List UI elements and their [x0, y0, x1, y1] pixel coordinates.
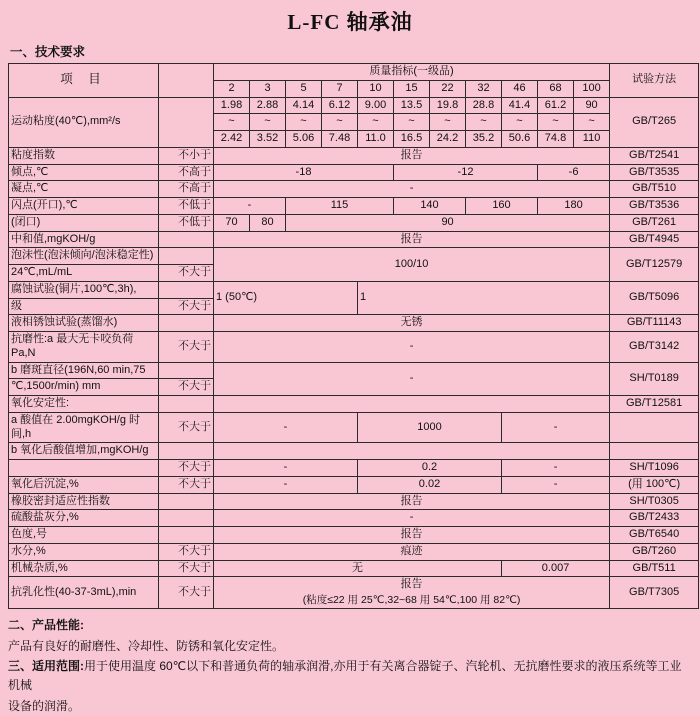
cell-oxidation-a-right: -: [502, 412, 610, 443]
table-row: [9, 543, 699, 560]
cell-visc-top-46: 41.4: [502, 97, 538, 114]
cell-visc-bot-46: 50.6: [502, 131, 538, 148]
table-row: [9, 181, 699, 198]
row-name-demulsibility: 抗乳化性(40-37-3mL),min: [9, 577, 159, 609]
table-row: [9, 198, 699, 215]
table-row: [9, 493, 699, 510]
table-header-row: [9, 64, 699, 81]
cell-corrosion-mid: 1: [358, 281, 610, 315]
section-range-line: [8, 656, 692, 695]
grade-5: 5: [286, 80, 322, 97]
grade-46: 46: [502, 80, 538, 97]
row-name-oxidation-b-value: [9, 460, 159, 477]
row-name-corrosion: 腐蚀试验(铜片,100℃,3h),: [9, 281, 159, 298]
method-pour-point: GB/T3535: [610, 164, 699, 181]
grade-3: 3: [250, 80, 286, 97]
cell-visc-top-7: 6.12: [322, 97, 358, 114]
grade-2: 2: [214, 80, 250, 97]
row-name-wear-b: b 磨斑直径(196N,60 min,75: [9, 362, 159, 379]
method-rubber-seal: SH/T0305: [610, 493, 699, 510]
cell-visc-top-100: 90: [574, 97, 610, 114]
row-limit-water: 不大于: [159, 543, 214, 560]
method-corrosion: GB/T5096: [610, 281, 699, 315]
method-oxidation-b-blank: [610, 443, 699, 460]
row-limit-oxidation-a: 不大于: [159, 412, 214, 443]
table-row: [9, 443, 699, 460]
table-row: [9, 97, 699, 114]
method-viscosity: GB/T265: [610, 97, 699, 147]
table-row: [9, 412, 699, 443]
cell-rust-value: 无锈: [214, 315, 610, 332]
cell-flash-closed-1: 70: [214, 214, 250, 231]
grade-22: 22: [430, 80, 466, 97]
method-solid-point: GB/T510: [610, 181, 699, 198]
cell-visc-tilde-5: ~: [286, 114, 322, 131]
cell-solid-point-value: -: [214, 181, 610, 198]
method-color: GB/T6540: [610, 527, 699, 544]
cell-pour-point-1: -18: [214, 164, 394, 181]
cell-visc-bot-68: 74.8: [538, 131, 574, 148]
table-row: [9, 164, 699, 181]
table-row: [9, 315, 699, 332]
cell-flash-closed-3: 90: [286, 214, 610, 231]
row-limit-oxidation-b-value: 不大于: [159, 460, 214, 477]
row-name-corrosion-2: 级: [9, 298, 159, 315]
section-text-performance: 产品有良好的耐磨性、冷却性、防锈和氧化安定性。: [8, 636, 692, 657]
cell-visc-bot-100: 110: [574, 131, 610, 148]
cell-wear-b-value: -: [214, 362, 610, 396]
table-row: [9, 396, 699, 413]
cell-sediment-left: -: [214, 476, 358, 493]
cell-visc-tilde-100: ~: [574, 114, 610, 131]
row-name-water: 水分,%: [9, 543, 159, 560]
row-limit-wear-a: 不大于: [159, 332, 214, 363]
row-name-rubber-seal: 橡胶密封适应性指数: [9, 493, 159, 510]
cell-mech-impurity-right: 0.007: [502, 560, 610, 577]
row-limit-rust: [159, 315, 214, 332]
row-limit-foam: 不大于: [159, 265, 214, 282]
method-sediment: (用 100℃): [610, 476, 699, 493]
method-water: GB/T260: [610, 543, 699, 560]
cell-visc-tilde-3: ~: [250, 114, 286, 131]
row-name-neutralization: 中和值,mgKOH/g: [9, 231, 159, 248]
row-limit-wear-b-blank: [159, 362, 214, 379]
table-row: [9, 460, 699, 477]
cell-visc-top-2: 1.98: [214, 97, 250, 114]
cell-visc-top-15: 13.5: [394, 97, 430, 114]
cell-visc-tilde-15: ~: [394, 114, 430, 131]
method-rust: GB/T11143: [610, 315, 699, 332]
row-limit-sediment: 不大于: [159, 476, 214, 493]
cell-visc-bot-32: 35.2: [466, 131, 502, 148]
cell-visc-bot-3: 3.52: [250, 131, 286, 148]
row-limit-neutralization: [159, 231, 214, 248]
row-name-foam-2: 24℃,mL/mL: [9, 265, 159, 282]
method-oxidation-a: [610, 412, 699, 443]
cell-visc-bot-22: 24.2: [430, 131, 466, 148]
row-name-viscosity: 运动粘度(40℃),mm²/s: [9, 97, 159, 147]
method-viscosity-index: GB/T2541: [610, 147, 699, 164]
cell-visc-top-68: 61.2: [538, 97, 574, 114]
cell-visc-tilde-46: ~: [502, 114, 538, 131]
cell-corrosion-left: 1 (50℃): [214, 281, 358, 315]
row-name-pour-point: 倾点,℃: [9, 164, 159, 181]
cell-sediment-mid: 0.02: [358, 476, 502, 493]
cell-visc-bot-15: 16.5: [394, 131, 430, 148]
row-limit-color: [159, 527, 214, 544]
row-limit-viscosity-index: 不小于: [159, 147, 214, 164]
method-mech-impurity: GB/T511: [610, 560, 699, 577]
cell-visc-top-5: 4.14: [286, 97, 322, 114]
row-limit-flash-closed: 不低于: [159, 214, 214, 231]
cell-oxidation-b-value: [214, 443, 610, 460]
grade-68: 68: [538, 80, 574, 97]
method-flash-open: GB/T3536: [610, 198, 699, 215]
method-foam: GB/T12579: [610, 248, 699, 282]
cell-visc-top-22: 19.8: [430, 97, 466, 114]
row-name-sediment: 氧化后沉淀,%: [9, 476, 159, 493]
row-name-oxidation: 氧化安定性:: [9, 396, 159, 413]
method-oxidation-b: SH/T1096: [610, 460, 699, 477]
cell-oxidation-a-left: -: [214, 412, 358, 443]
table-row: [9, 577, 699, 593]
cell-oxidation-value: [214, 396, 610, 413]
cell-oxb-left: -: [214, 460, 358, 477]
cell-oxb-right: -: [502, 460, 610, 477]
cell-visc-bot-2: 2.42: [214, 131, 250, 148]
row-limit-solid-point: 不高于: [159, 181, 214, 198]
table-row: [9, 527, 699, 544]
cell-water-value: 痕迹: [214, 543, 610, 560]
table-row: [9, 231, 699, 248]
cell-flash-open-3: 140: [394, 198, 466, 215]
cell-flash-open-1: -: [214, 198, 286, 215]
grade-7: 7: [322, 80, 358, 97]
row-name-color: 色度,号: [9, 527, 159, 544]
table-row: [9, 362, 699, 379]
cell-flash-open-5: 180: [538, 198, 610, 215]
cell-visc-bot-7: 7.48: [322, 131, 358, 148]
header-method: 试验方法: [610, 64, 699, 98]
row-name-oxidation-a: a 酸值在 2.00mgKOH/g 时间,h: [9, 412, 159, 443]
method-neutralization: GB/T4945: [610, 231, 699, 248]
row-limit-rubber-seal: [159, 493, 214, 510]
table-row: [9, 560, 699, 577]
cell-visc-top-32: 28.8: [466, 97, 502, 114]
grade-32: 32: [466, 80, 502, 97]
row-limit-mech-impurity: 不大于: [159, 560, 214, 577]
table-row: [9, 281, 699, 298]
cell-visc-tilde-2: ~: [214, 114, 250, 131]
method-sulfate-ash: GB/T2433: [610, 510, 699, 527]
header-limit-blank: [159, 64, 214, 98]
cell-visc-bot-10: 11.0: [358, 131, 394, 148]
grade-100: 100: [574, 80, 610, 97]
cell-visc-tilde-22: ~: [430, 114, 466, 131]
cell-oxidation-a-mid: 1000: [358, 412, 502, 443]
row-limit-pour-point: 不高于: [159, 164, 214, 181]
method-demulsibility: GB/T7305: [610, 577, 699, 609]
row-name-foam: 泡沫性(泡沫倾向/泡沫稳定性): [9, 248, 159, 265]
row-name-flash-open: 闪点(开口),℃: [9, 198, 159, 215]
row-limit-corrosion: 不大于: [159, 298, 214, 315]
table-row: [9, 510, 699, 527]
row-limit-demulsibility: 不大于: [159, 577, 214, 609]
row-limit-wear-b: 不大于: [159, 379, 214, 396]
cell-sediment-right: -: [502, 476, 610, 493]
row-limit-corrosion-blank: [159, 281, 214, 298]
row-name-flash-closed: (闭口): [9, 214, 159, 231]
table-row: [9, 147, 699, 164]
cell-flash-closed-2: 80: [250, 214, 286, 231]
row-limit-oxidation: [159, 396, 214, 413]
cell-flash-open-4: 160: [466, 198, 538, 215]
row-limit-viscosity: [159, 97, 214, 147]
section-heading-performance: 二、产品性能:: [8, 615, 692, 636]
cell-visc-tilde-10: ~: [358, 114, 394, 131]
section-heading-range: 三、适用范围:: [8, 659, 84, 673]
cell-mech-impurity-left: 无: [214, 560, 502, 577]
row-name-wear-b-2: ℃,1500r/min) mm: [9, 379, 159, 396]
header-item: 项 目: [9, 64, 159, 98]
cell-visc-bot-5: 5.06: [286, 131, 322, 148]
cell-oxb-mid: 0.2: [358, 460, 502, 477]
grade-10: 10: [358, 80, 394, 97]
section-text-range: 用于使用温度 60℃以下和普通负荷的轴承润滑,亦用于有关离合器锭子、汽轮机、无抗磨性要求的液压系统等工业机械: [8, 659, 682, 692]
method-flash-closed: GB/T261: [610, 214, 699, 231]
row-limit-flash-open: 不低于: [159, 198, 214, 215]
cell-rubber-seal-value: 报告: [214, 493, 610, 510]
cell-visc-tilde-68: ~: [538, 114, 574, 131]
cell-color-value: 报告: [214, 527, 610, 544]
table-row: [9, 332, 699, 363]
bottom-sections: [8, 609, 692, 716]
row-limit-foam-blank: [159, 248, 214, 265]
cell-viscosity-index-value: 报告: [214, 147, 610, 164]
row-limit-sulfate-ash: [159, 510, 214, 527]
cell-flash-open-2: 115: [286, 198, 394, 215]
method-wear-a: GB/T3142: [610, 332, 699, 363]
method-oxidation: GB/T12581: [610, 396, 699, 413]
table-row: [9, 214, 699, 231]
section-text-range-2: 设备的润滑。: [8, 696, 692, 716]
row-name-rust: 液相锈蚀试验(蒸馏水): [9, 315, 159, 332]
cell-demulsibility-top: 报告: [214, 577, 610, 593]
row-name-sulfate-ash: 硫酸盐灰分,%: [9, 510, 159, 527]
cell-sulfate-ash-value: -: [214, 510, 610, 527]
method-wear-b: SH/T0189: [610, 362, 699, 396]
cell-visc-top-10: 9.00: [358, 97, 394, 114]
header-quality: 质量指标(一级品): [214, 64, 610, 81]
page-title: L-FC 轴承油: [8, 0, 692, 40]
cell-visc-top-3: 2.88: [250, 97, 286, 114]
grade-15: 15: [394, 80, 430, 97]
section-heading-technical: 一、技术要求: [8, 40, 692, 63]
cell-visc-tilde-32: ~: [466, 114, 502, 131]
table-row: [9, 248, 699, 265]
cell-wear-a-value: -: [214, 332, 610, 363]
cell-visc-tilde-7: ~: [322, 114, 358, 131]
row-name-oxidation-b: b 氧化后酸值增加,mgKOH/g: [9, 443, 159, 460]
cell-foam-value: 100/10: [214, 248, 610, 282]
cell-demulsibility-bottom: (粘度≤22 用 25℃,32~68 用 54℃,100 用 82℃): [214, 593, 610, 609]
row-name-viscosity-index: 粘度指数: [9, 147, 159, 164]
cell-pour-point-2: -12: [394, 164, 538, 181]
specification-table: [8, 63, 699, 609]
table-row: [9, 476, 699, 493]
row-name-mech-impurity: 机械杂质,%: [9, 560, 159, 577]
cell-neutralization-value: 报告: [214, 231, 610, 248]
row-limit-oxidation-b: [159, 443, 214, 460]
row-name-wear-a: 抗磨性:a 最大无卡咬负荷 Pa,N: [9, 332, 159, 363]
cell-pour-point-3: -6: [538, 164, 610, 181]
row-name-solid-point: 凝点,℃: [9, 181, 159, 198]
